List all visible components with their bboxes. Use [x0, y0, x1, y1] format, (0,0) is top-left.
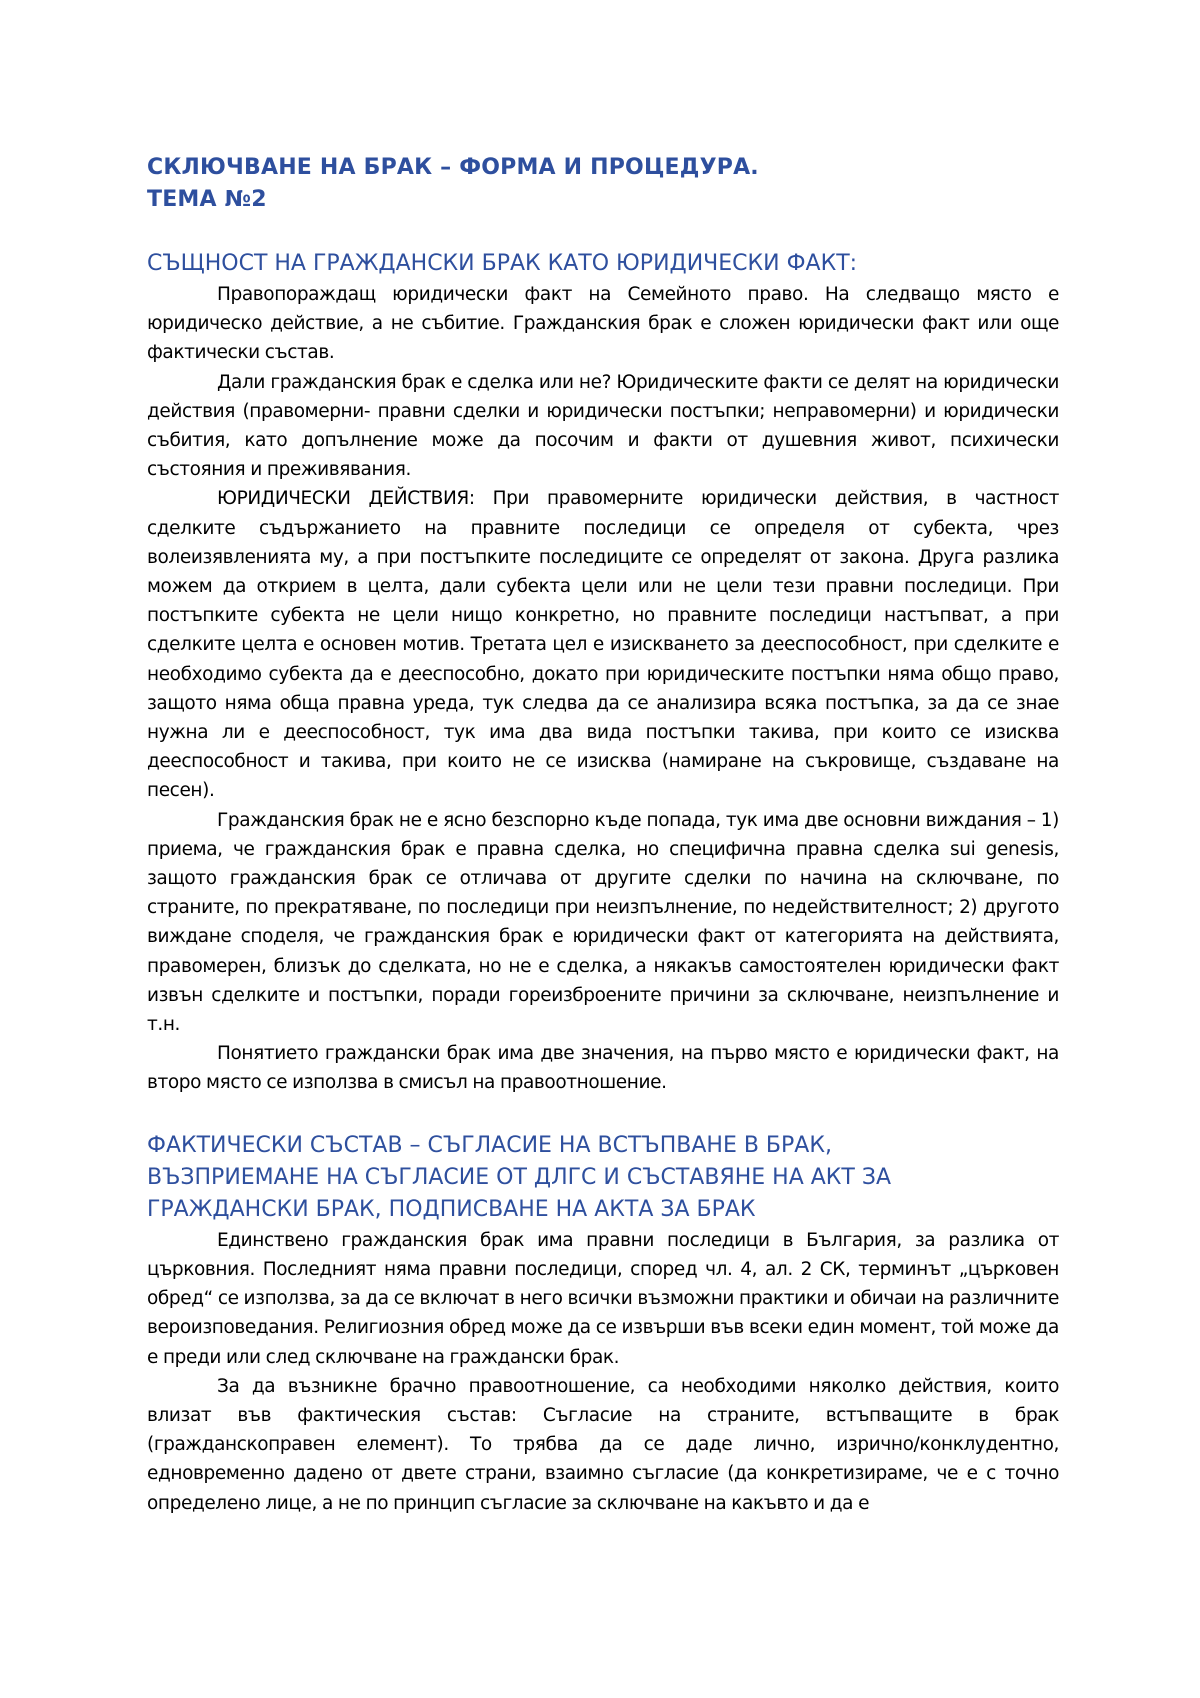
document-body	[147, 152, 1059, 1518]
section-heading-line: ФАКТИЧЕСКИ СЪСТАВ – СЪГЛАСИЕ НА ВСТЪПВАНЕ В БРАК,	[147, 1132, 832, 1158]
section-heading-essence	[147, 248, 1059, 280]
paragraph: Гражданския брак не е ясно безспорно къде попада, тук има две основни виждания – 1) приема, че гражданския брак е правна сделка, но специфична правна сделка sui genesis, защото гражданския брак се отличава от другите сделки по начина на сключване, по страните, по прекратяване, по последици при неизпълнение, по недействителност; 2) другото виждане споделя, че гражданския брак е юридически факт от категорията на действията, правомерен, близък до сделката, но не е сделка, а някакъв самостоятелен юридически факт извън сделките и постъпки, поради гореизброените причини за сключване, неизпълнение и т.н.	[147, 809, 1059, 1036]
paragraph: За да възникне брачно правоотношение, са необходими няколко действия, които влизат във фактическия състав: Съгласие на страните, встъпващите в брак (гражданскоправен елемент). То трябва да се даде лично, изрично/конклудентно, едновременно дадено от двете страни, взаимно съгласие (да конкретизираме, че е с точно определено лице, а не по принцип съгласие за сключване на какъвто и да е	[147, 1375, 1059, 1514]
title-line: СКЛЮЧВАНЕ НА БРАК – ФОРМА И ПРОЦЕДУРА.	[147, 155, 759, 180]
section-heading-line: ВЪЗПРИЕМАНЕ НА СЪГЛАСИЕ ОТ ДЛГС И СЪСТАВЯНЕ НА АКТ ЗА	[147, 1164, 892, 1190]
paragraph: Единствено гражданския брак има правни последици в България, за разлика от църковния. Последният няма правни последици, според чл. 4, ал. 2 СК, терминът „църковен обред“ се използва, за да се включат в него всички възможни практики и обичаи на различните вероизповедания. Религиозния обред може да се извърши във всеки един момент, той може да е преди или след сключване на граждански брак.	[147, 1229, 1059, 1368]
paragraph: Правопораждащ юридически факт на Семейното право. На следващо място е юридическо действие, а не събитие. Гражданския брак е сложен юридически факт или още фактически състав.	[147, 284, 1059, 364]
paragraph: Понятието граждански брак има две значения, на първо място е юридически факт, на второ място се използва в смисъл на правоотношение.	[147, 1043, 1059, 1094]
section-heading-line: СЪЩНОСТ НА ГРАЖДАНСКИ БРАК КАТО ЮРИДИЧЕСКИ ФАКТ:	[147, 251, 858, 276]
paragraph: Дали гражданския брак е сделка или не? Юридическите факти се делят на юридически действия (правомерни- правни сделки и юридически постъпки; неправомерни) и юридически събития, като допълнение може да посочим и факти от душевния живот, психически състояния и преживявания.	[147, 371, 1059, 481]
section-heading-line: ГРАЖДАНСКИ БРАК, ПОДПИСВАНЕ НА АКТА ЗА БРАК	[147, 1196, 756, 1222]
document-title	[147, 152, 1059, 216]
topic-number: ТЕМА №2	[147, 187, 267, 212]
section-heading-factual-composition	[147, 1130, 1059, 1226]
paragraph: ЮРИДИЧЕСКИ ДЕЙСТВИЯ: При правомерните юридически действия, в частност сделките съдържанието на правните последици се определя от субекта, чрез волеизявленията му, а при постъпките последиците се определят от закона. Друга разлика можем да открием в целта, дали субекта цели или не цели тези правни последици. При постъпките субекта не цели нищо конкретно, но правните последици настъпват, а при сделките целта е основен мотив. Третата цел е изискването за дееспособност, при сделките е необходимо субекта да е дееспособно, докато при юридическите постъпки няма общо право, защото няма обща правна уреда, тук следва да се анализира всяка постъпка, за да се знае нужна ли е дееспособност, тук има два вида постъпки такива, при които се изисква дееспособност и такива, при които не се изисква (намиране на съкровище, създаване на песен).	[147, 488, 1059, 802]
